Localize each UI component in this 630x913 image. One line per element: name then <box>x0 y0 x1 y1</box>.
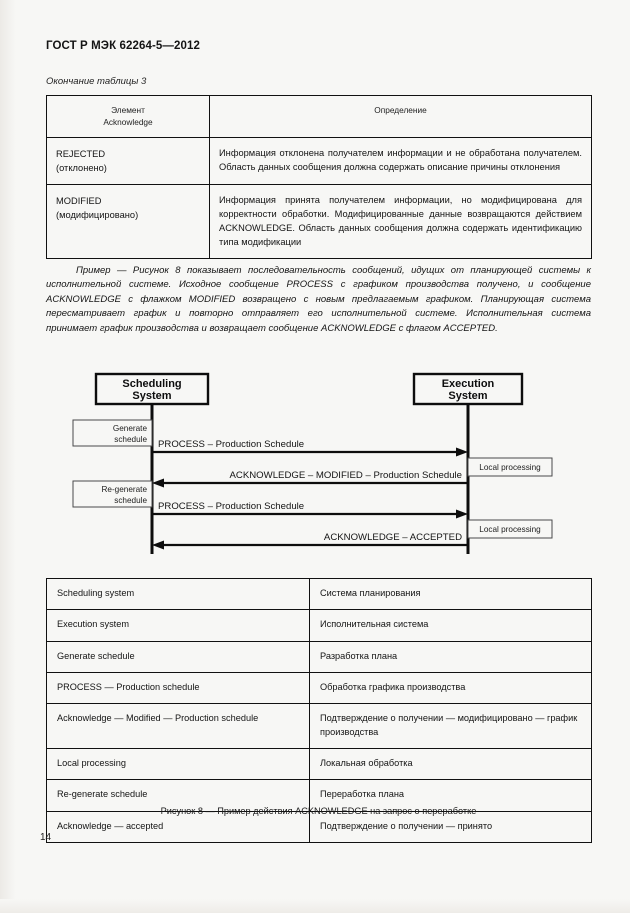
glossary-term-ru-1: Исполнительная система <box>310 610 592 641</box>
actor-title-execution-line1: Execution <box>441 378 495 390</box>
term-translation: (отклонено) <box>56 163 107 174</box>
column-header-element <box>47 96 210 138</box>
term-name: REJECTED <box>56 149 106 160</box>
sequence-diagram-figure-8 <box>46 368 591 558</box>
glossary-term-en-0: Scheduling system <box>47 579 310 610</box>
table-row <box>47 749 592 780</box>
table-header-row <box>47 96 592 138</box>
table-row <box>47 610 592 641</box>
column-header-element-line2: Acknowledge <box>103 117 153 128</box>
glossary-term-en-6: Re-generate schedule <box>47 780 310 811</box>
page-number: 14 <box>40 832 52 843</box>
glossary-term-ru-2: Разработка плана <box>310 641 592 672</box>
glossary-term-ru-7: Подтверждение о получении — принято <box>310 811 592 842</box>
term-name: MODIFIED <box>56 195 102 206</box>
scan-edge-shadow-left <box>0 0 16 913</box>
glossary-term-en-5: Local processing <box>47 749 310 780</box>
glossary-term-ru-5: Локальная обработка <box>310 749 592 780</box>
term-translation: (модифицировано) <box>56 210 139 221</box>
arrowhead-left-acknowledge-accepted <box>152 541 164 550</box>
table-row <box>47 138 592 185</box>
message-label-process-1: PROCESS – Production Schedule <box>158 439 305 450</box>
message-label-acknowledge-accepted: ACKNOWLEDGE – ACCEPTED <box>323 532 462 543</box>
message-process-1 <box>153 439 468 457</box>
arrowhead-left-acknowledge-modified <box>152 479 164 488</box>
glossary-term-en-7: Acknowledge — accepted <box>47 811 310 842</box>
figure-caption: Рисунок 8 — Пример действия ACKNOWLEDGE на запрос о переработке <box>160 806 477 816</box>
table-row <box>47 673 592 704</box>
arrowhead-right-process-2 <box>456 510 468 519</box>
cell-term-rejected <box>47 138 210 185</box>
activity-label-local-processing-1: Local processing <box>479 463 541 472</box>
actor-title-execution-line2: System <box>448 390 488 402</box>
table-row <box>47 579 592 610</box>
message-acknowledge-accepted <box>152 532 467 550</box>
message-label-process-2: PROCESS – Production Schedule <box>158 501 305 512</box>
glossary-term-en-4: Acknowledge — Modified — Production schedule <box>47 704 310 749</box>
example-paragraph: Пример — Рисунок 8 показывает последовательность сообщений, идущих от планирующей системы к исполнительной системе. Исходное сообщение PROCESS с графиком производства получено, и сообщение ACKNOWLEDGE с флажком MODIFIED возвращено с новым предлагаемым графиком. Планирующая система пересматривает график и повторно отправляет его исполнительной системе. Исполнительная система принимает график производства и возвращает сообщение ACKNOWLEDGE с флагом ACCEPTED. <box>46 265 591 334</box>
activity-label-regenerate-line2: schedule <box>114 496 147 505</box>
actor-title-scheduling-line2: System <box>132 390 172 402</box>
message-acknowledge-modified <box>152 470 467 488</box>
glossary-term-en-3: PROCESS — Production schedule <box>47 673 310 704</box>
column-header-definition: Определение <box>210 96 592 138</box>
table-row <box>47 704 592 749</box>
actor-title-scheduling-line1: Scheduling <box>122 378 182 390</box>
activity-label-generate-line1: Generate <box>112 424 147 433</box>
message-process-2 <box>153 501 468 519</box>
table-row <box>47 184 592 258</box>
glossary-term-ru-6: Переработка плана <box>310 780 592 811</box>
standard-header: ГОСТ Р МЭК 62264-5—2012 <box>46 40 200 52</box>
glossary-term-ru-4: Подтверждение о получении — модифицировано — график производства <box>310 704 592 749</box>
table-row <box>47 641 592 672</box>
arrowhead-right-process-1 <box>456 448 468 457</box>
scan-edge-shadow-bottom <box>0 899 630 913</box>
activity-label-generate-line2: schedule <box>114 435 147 444</box>
activity-label-regenerate-line1: Re-generate <box>101 485 147 494</box>
column-header-element-line1: Элемент <box>111 105 145 115</box>
cell-definition-modified: Информация принята получателем информации, но модифицирована для корректности обработки. Модифицированные данные возвращаются действием ACKNOWLEDGE. Область данных сообщения должна содержать идентификацию типа модификации <box>210 184 592 258</box>
activity-label-local-processing-2: Local processing <box>479 525 541 534</box>
message-label-acknowledge-modified: ACKNOWLEDGE – MODIFIED – Production Schedule <box>229 470 462 481</box>
glossary-term-en-1: Execution system <box>47 610 310 641</box>
glossary-term-en-2: Generate schedule <box>47 641 310 672</box>
acknowledge-element-table <box>46 95 592 259</box>
glossary-term-ru-0: Система планирования <box>310 579 592 610</box>
table-continuation-label: Окончание таблицы 3 <box>46 76 147 87</box>
glossary-translation-table <box>46 578 592 843</box>
cell-term-modified <box>47 184 210 258</box>
cell-definition-rejected: Информация отклонена получателем информации и не обработана получателем. Область данных сообщения должна содержать описание причины отклонения <box>210 138 592 185</box>
glossary-term-ru-3: Обработка графика производства <box>310 673 592 704</box>
